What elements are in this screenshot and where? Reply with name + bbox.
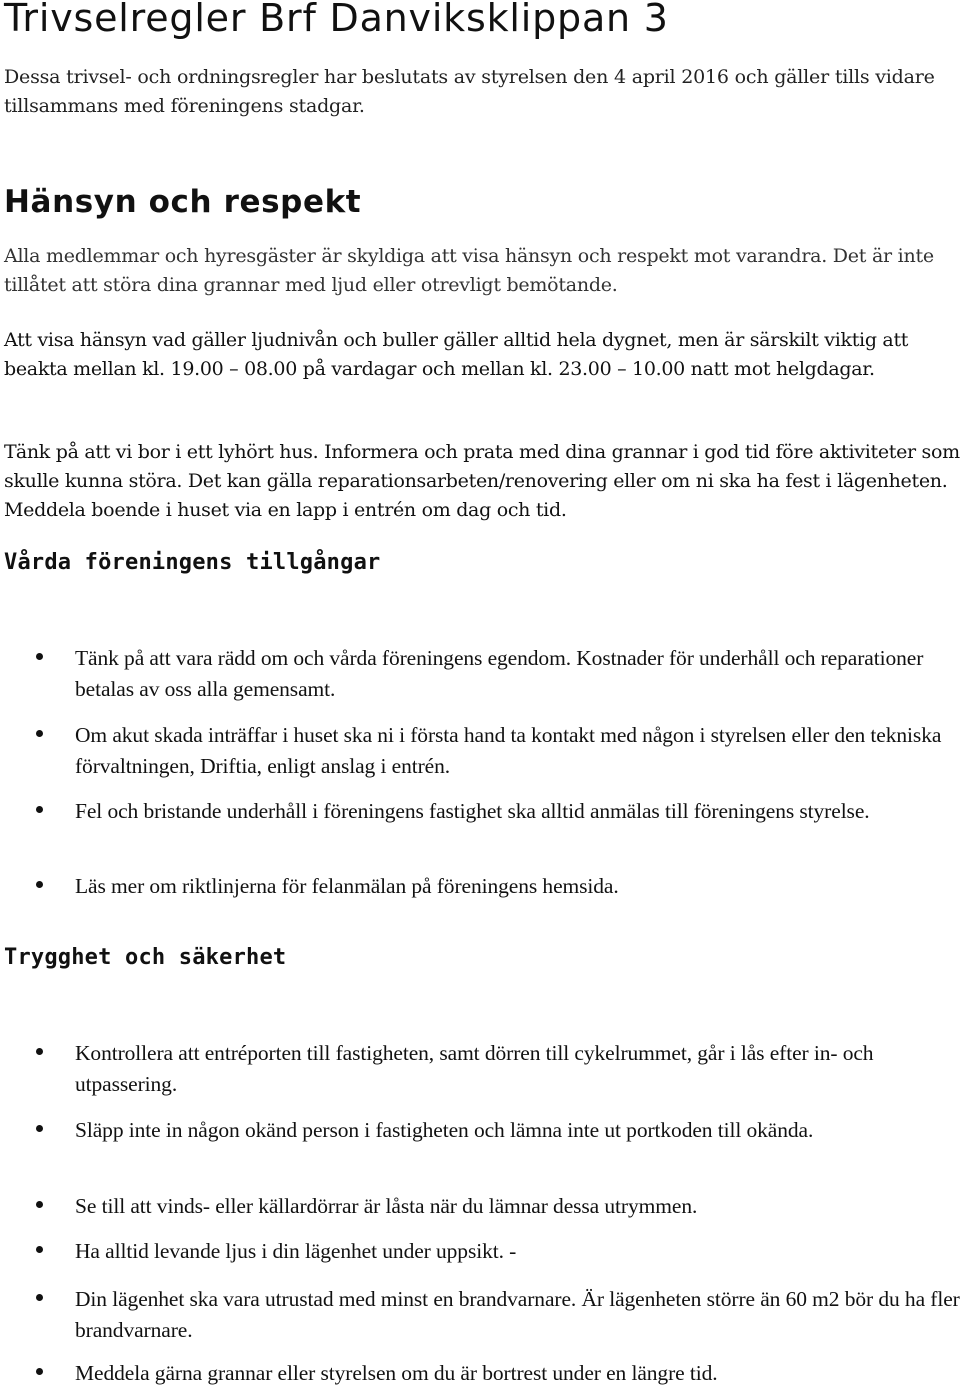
- list-item-text: Ha alltid levande ljus i din lägenhet under uppsikt. -: [75, 1239, 517, 1263]
- list-item-text: Din lägenhet ska vara utrustad med minst en brandvarnare. Är lägenheten större än 60 m2 bör du ha fler brandvarnare.: [75, 1287, 960, 1342]
- list-item-text: Meddela gärna grannar eller styrelsen om du är bortrest under en längre tid.: [75, 1361, 718, 1385]
- respect-paragraph-1: Alla medlemmar och hyresgäster är skyldiga att visa hänsyn och respekt mot varandra. Det är inte tillåtet att störa dina grannar med ljud eller otrevligt bemötande.: [4, 245, 934, 296]
- list-item-text: Fel och bristande underhåll i föreningens fastighet ska alltid anmälas till föreningens styrelse.: [75, 799, 870, 823]
- list-item-text: Kontrollera att entréporten till fastigheten, samt dörren till cykelrummet, går i lås efter in- och utpassering.: [75, 1041, 874, 1096]
- bullet-icon: [36, 1048, 43, 1055]
- assets-heading: Vårda föreningens tillgångar: [4, 550, 381, 575]
- bullet-icon: [36, 653, 43, 660]
- bullet-icon: [36, 1201, 43, 1208]
- list-item-text: Se till att vinds- eller källardörrar är låsta när du lämnar dessa utrymmen.: [75, 1194, 698, 1218]
- list-item-text: Släpp inte in någon okänd person i fastigheten och lämna inte ut portkoden till okända.: [75, 1118, 814, 1142]
- safety-heading: Trygghet och säkerhet: [4, 945, 287, 970]
- list-item-text: Läs mer om riktlinjerna för felanmälan på föreningens hemsida.: [75, 874, 619, 898]
- document-title: Trivselregler Brf Danviksklippan 3: [4, 0, 669, 40]
- bullet-icon: [36, 881, 43, 888]
- respect-heading: Hänsyn och respekt: [4, 184, 362, 220]
- intro-paragraph: Dessa trivsel- och ordningsregler har beslutats av styrelsen den 4 april 2016 och gäller tills vidare tillsammans med föreningens stadgar.: [4, 66, 935, 117]
- bullet-icon: [36, 806, 43, 813]
- bullet-icon: [36, 1246, 43, 1253]
- list-item-text: Tänk på att vara rädd om och vårda föreningens egendom. Kostnader för underhåll och reparationer betalas av oss alla gemensamt.: [75, 646, 924, 701]
- bullet-icon: [36, 1294, 43, 1301]
- list-item-text: Om akut skada inträffar i huset ska ni i första hand ta kontakt med någon i styrelsen eller den tekniska förvaltningen, Driftia, enligt anslag i entrén.: [75, 723, 942, 778]
- respect-paragraph-2: Att visa hänsyn vad gäller ljudnivån och buller gäller alltid hela dygnet, men är särskilt viktig att beakta mellan kl. 19.00 – 08.00 på vardagar och mellan kl. 23.00 – 10.00 natt mot helgdagar.: [4, 329, 909, 380]
- bullet-icon: [36, 730, 43, 737]
- bullet-icon: [36, 1368, 43, 1375]
- respect-paragraph-3: Tänk på att vi bor i ett lyhört hus. Informera och prata med dina grannar i god tid före aktiviteter som skulle kunna störa. Det kan gälla reparationsarbeten/renovering eller om ni ska ha fest i lägenheten. Meddela boende i huset via en lapp i entrén om dag och tid.: [4, 441, 960, 521]
- bullet-icon: [36, 1125, 43, 1132]
